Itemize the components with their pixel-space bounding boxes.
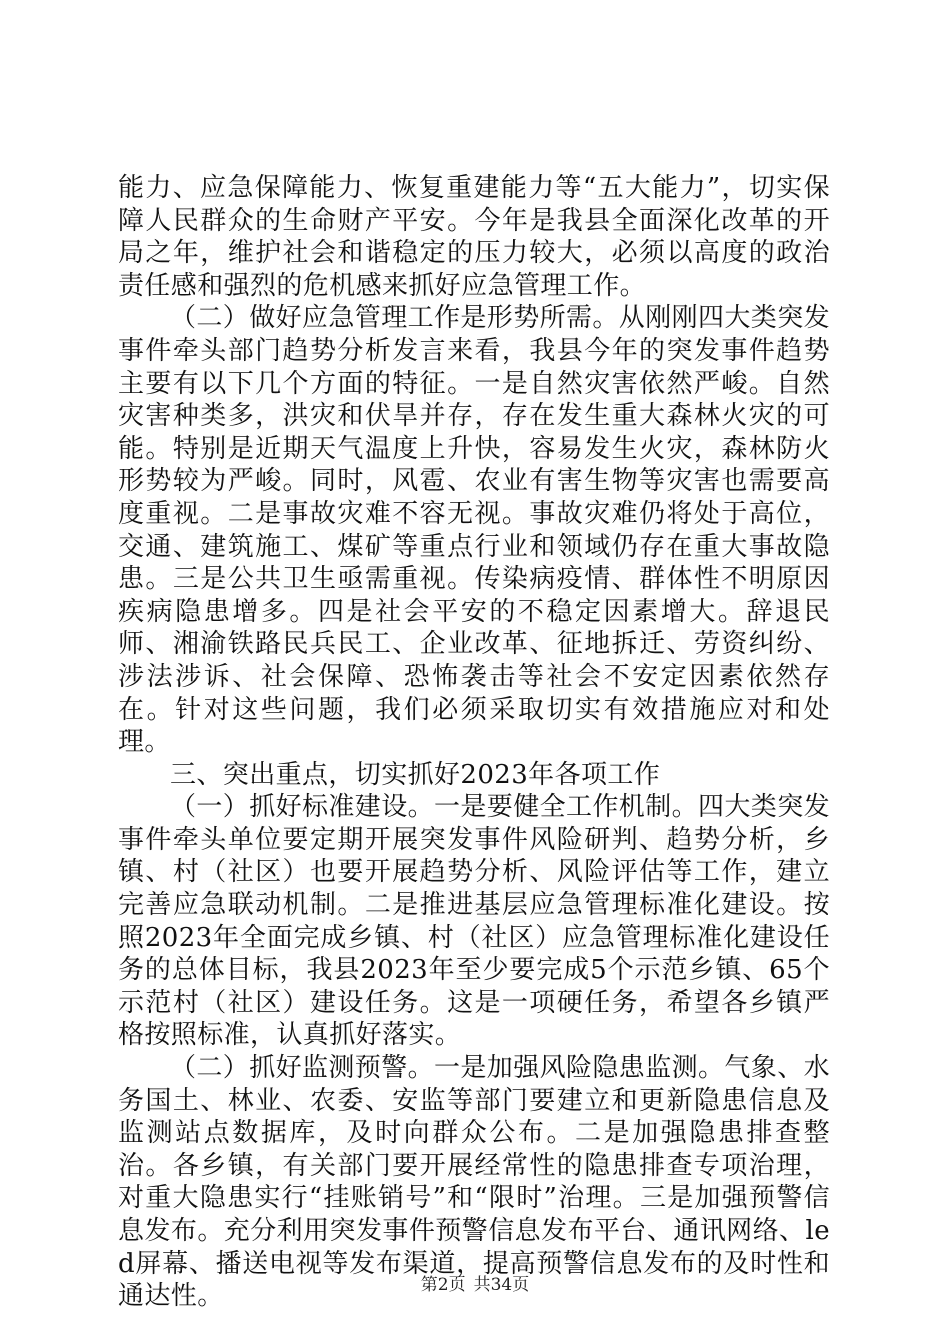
section-heading: 三、突出重点，切实抓好2023年各项工作 [170, 759, 661, 790]
page-number: 第2页 [420, 1275, 466, 1295]
paragraph-monitoring: （二）抓好监测预警。一是加强风险隐患监测。气象、水务国土、林业、农委、安监等部门要建立和更新隐患信息及监测站点数据库，及时向群众公布。二是加强隐患排查整治。各乡镇，有关部门要开展经常性的隐患排查专项治理，对重大隐患实行“挂账销号”和“限时”治理。三是加强预警信息发布。充分利用突发事件预警信息发布平台、通讯网络、led屏幕、播送电视等发布渠道，提高预警信息发布的及时性和通达性。 [118, 1053, 831, 1312]
paragraph-standards: （一）抓好标准建设。一是要健全工作机制。四大类突发事件牵头单位要定期开展突发事件风险研判、趋势分析，乡镇、村（社区）也要开展趋势分析、风险评估等工作，建立完善应急联动机制。二是推进基层应急管理标准化建设。按照2023年全面完成乡镇、村（社区）应急管理标准化建设任务的总体目标，我县2023年至少要完成5个示范乡镇、65个示范村（社区）建设任务。这是一项硬任务，希望各乡镇严格按照标准，认真抓好落实。 [118, 792, 831, 1051]
page-total: 共34页 [473, 1275, 530, 1295]
paragraph-continuation: 能力、应急保障能力、恢复重建能力等“五大能力”，切实保障人民群众的生命财产平安。今年是我县全面深化改革的开局之年，维护社会和谐稳定的压力较大，必须以高度的政治责任感和强烈的危机感来抓好应急管理工作。 [118, 173, 830, 301]
page-footer [0, 1275, 950, 1295]
paragraph-situation: （二）做好应急管理工作是形势所需。从刚刚四大类突发事件牵头部门趋势分析发言来看，我县今年的突发事件趋势主要有以下几个方面的特征。一是自然灾害依然严峻。自然灾害种类多，洪灾和伏旱并存，存在发生重大森林火灾的可能。特别是近期天气温度上升快，容易发生火灾，森林防火形势较为严峻。同时，风雹、农业有害生物等灾害也需要高度重视。二是事故灾难不容无视。事故灾难仍将处于高位，交通、建筑施工、煤矿等重点行业和领域仍存在重大事故隐患。三是公共卫生亟需重视。传染病疫情、群体性不明原因疾病隐患增多。四是社会平安的不稳定因素增大。辞退民师、湘渝铁路民兵民工、企业改革、征地拆迁、劳资纠纷、涉法涉诉、社会保障、恐怖袭击等社会不安定因素依然存在。针对这些问题，我们必须采取切实有效措施应对和处理。 [118, 303, 831, 758]
document-body [118, 172, 830, 1313]
